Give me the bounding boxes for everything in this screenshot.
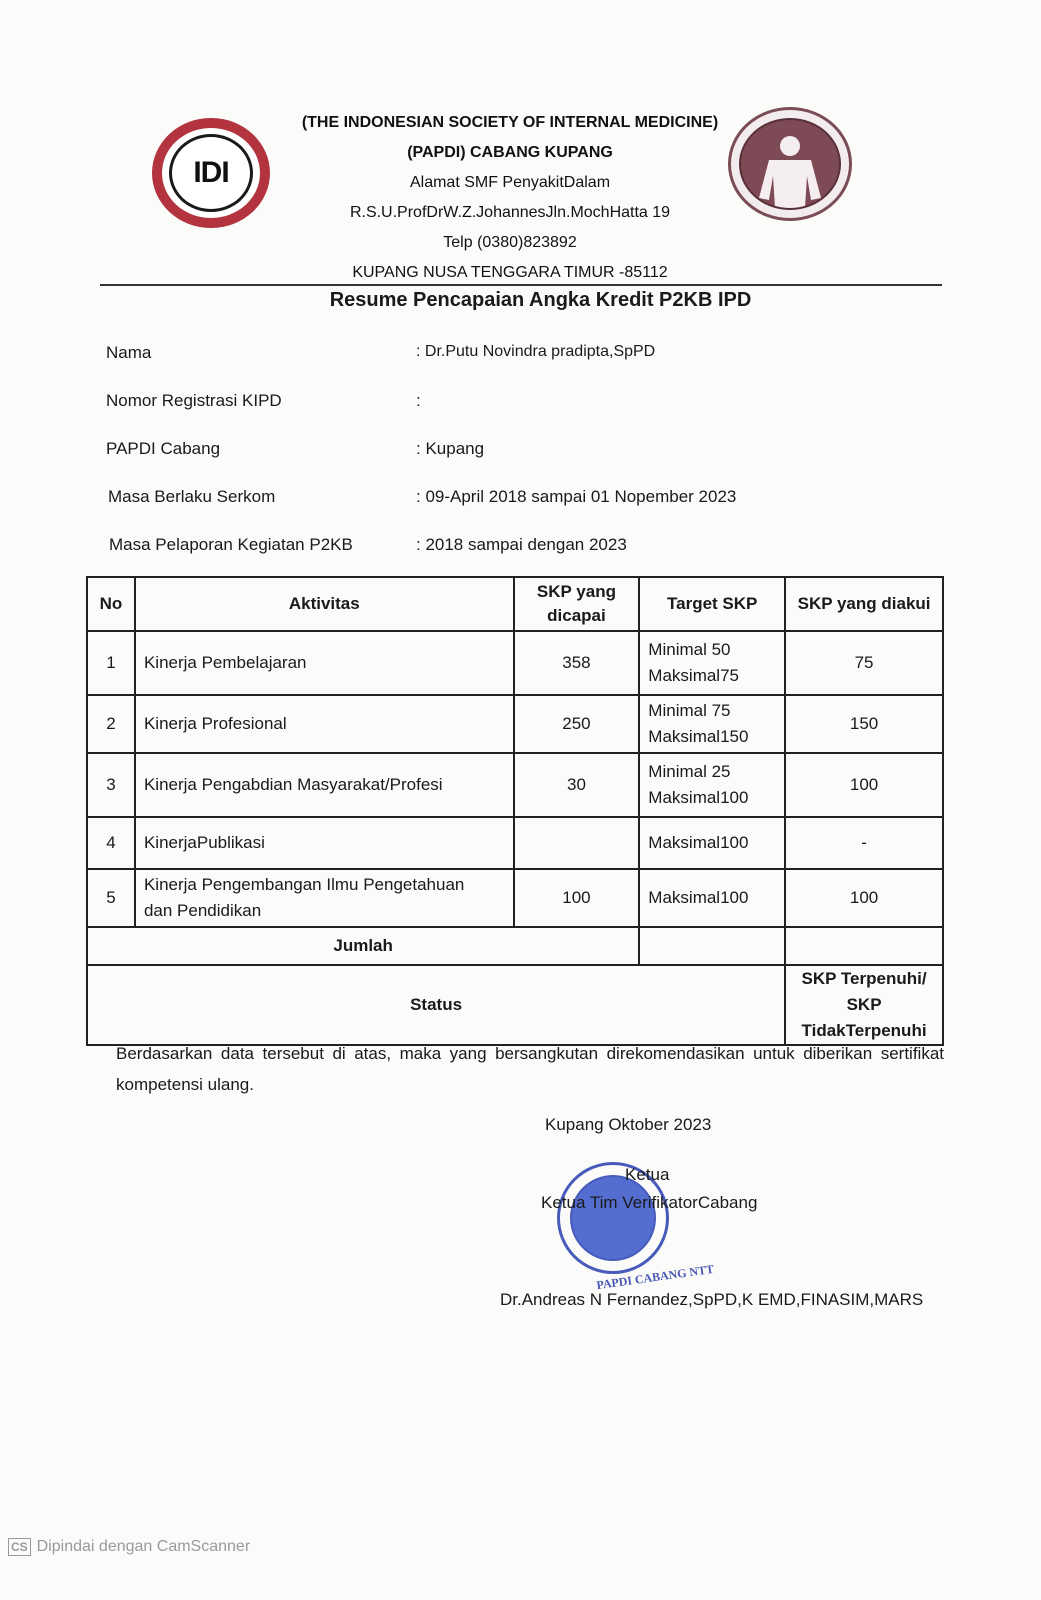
letterhead-line-1: (THE INDONESIAN SOCIETY OF INTERNAL MEDICINE) [301, 114, 719, 131]
cell-aktivitas: KinerjaPublikasi [135, 817, 514, 869]
letterhead-line-3: Alamat SMF PenyakitDalam [409, 174, 611, 191]
cell-target [639, 631, 785, 695]
total-target [639, 927, 785, 965]
cell-no: 1 [87, 631, 135, 695]
cell-diakui: - [785, 817, 943, 869]
info-label: Masa Berlaku Serkom [108, 487, 276, 506]
total-diakui [785, 927, 943, 965]
header-diakui: SKP yang diakui [785, 577, 943, 631]
cell-diakui: 100 [785, 753, 943, 817]
target-line-1: Minimal 25 [648, 762, 731, 781]
camscanner-icon: CS [8, 1538, 31, 1556]
cell-no: 3 [87, 753, 135, 817]
status-line-3: TidakTerpenuhi [801, 1021, 927, 1040]
header-target: Target SKP [639, 577, 785, 631]
letterhead-line-2: (PAPDI) CABANG KUPANG [407, 144, 613, 161]
signatory-role-2: Ketua Tim VerifikatorCabang [541, 1193, 758, 1212]
header-dicapai-line-1: SKP yang [536, 582, 616, 601]
cell-aktivitas: Kinerja Pembelajaran [135, 631, 514, 695]
status-value [785, 965, 943, 1045]
cell-dicapai [514, 817, 640, 869]
letterhead [290, 108, 730, 288]
cell-no: 2 [87, 695, 135, 753]
info-label: PAPDI Cabang [106, 439, 221, 458]
aktivitas-line-1: Kinerja Pengembangan Ilmu Pengetahuan [143, 875, 465, 894]
target-line-1: Minimal 75 [648, 701, 731, 720]
recommendation-paragraph: Berdasarkan data tersebut di atas, maka yang bersangkutan direkomendasikan untuk diberikan sertifikat kompetensi ulang. [116, 1044, 944, 1094]
cell-diakui: 100 [785, 869, 943, 927]
cell-diakui: 150 [785, 695, 943, 753]
place-date: Kupang Oktober 2023 [545, 1115, 712, 1134]
cell-target: Maksimal100 [639, 817, 785, 869]
header-dicapai [514, 577, 640, 631]
header-no: No [87, 577, 135, 631]
info-label: Masa Pelaporan Kegiatan P2KB [109, 535, 353, 554]
cell-diakui: 75 [785, 631, 943, 695]
cell-target: Maksimal100 [639, 869, 785, 927]
target-line-1: Minimal 50 [648, 640, 731, 659]
cell-no: 4 [87, 817, 135, 869]
info-value: : Kupang [416, 439, 485, 458]
target-line-2: Maksimal150 [648, 727, 749, 746]
table-row [87, 631, 943, 695]
info-label: Nomor Registrasi KIPD [106, 391, 282, 410]
letterhead-line-5: Telp (0380)823892 [443, 234, 577, 251]
aktivitas-line-2: dan Pendidikan [143, 901, 262, 920]
idi-logo [152, 118, 270, 228]
letterhead-line-4: R.S.U.ProfDrW.Z.JohannesJln.MochHatta 19 [349, 204, 671, 221]
camscanner-watermark [8, 1538, 250, 1556]
info-value: : [416, 391, 421, 410]
info-value: : Dr.Putu Novindra pradipta,SpPD [416, 343, 656, 360]
info-label: Nama [106, 343, 152, 362]
status-row [87, 965, 943, 1045]
table-row [87, 695, 943, 753]
signatory-role-1: Ketua [625, 1165, 670, 1184]
total-row [87, 927, 943, 965]
table-row [87, 817, 943, 869]
cell-no: 5 [87, 869, 135, 927]
status-line-2: SKP [846, 995, 882, 1014]
info-value: : 09-April 2018 sampai 01 Nopember 2023 [416, 487, 737, 506]
header-aktivitas: Aktivitas [135, 577, 514, 631]
papdi-logo [728, 107, 852, 221]
cell-aktivitas: Kinerja Pengabdian Masyarakat/Profesi [135, 753, 514, 817]
total-label: Jumlah [87, 927, 639, 965]
signatory-name: Dr.Andreas N Fernandez,SpPD,K EMD,FINASIM,MARS [500, 1290, 924, 1309]
document-title: Resume Pencapaian Angka Kredit P2KB IPD [329, 289, 752, 311]
cell-target [639, 695, 785, 753]
target-line-2: Maksimal75 [648, 666, 739, 685]
table-row [87, 869, 943, 927]
cell-aktivitas: Kinerja Profesional [135, 695, 514, 753]
table-row [87, 753, 943, 817]
cell-dicapai: 30 [514, 753, 640, 817]
cell-dicapai: 250 [514, 695, 640, 753]
info-value: : 2018 sampai dengan 2023 [416, 535, 627, 554]
header-dicapai-line-2: dicapai [547, 606, 606, 625]
header-divider [100, 284, 942, 286]
camscanner-text: Dipindai dengan CamScanner [36, 1538, 251, 1555]
cell-aktivitas [135, 869, 514, 927]
stamp-text: PAPDI CABANG NTT [595, 1261, 715, 1293]
skp-table [86, 576, 944, 1046]
letterhead-line-6: KUPANG NUSA TENGGARA TIMUR -85112 [352, 264, 668, 281]
status-label: Status [87, 965, 785, 1045]
cell-dicapai: 358 [514, 631, 640, 695]
target-line-2: Maksimal100 [648, 788, 749, 807]
idi-logo-text: IDI [169, 134, 253, 212]
cell-target [639, 753, 785, 817]
status-line-1: SKP Terpenuhi/ [801, 969, 927, 988]
papdi-figure-icon [739, 118, 841, 210]
table-header-row [87, 577, 943, 631]
cell-dicapai: 100 [514, 869, 640, 927]
